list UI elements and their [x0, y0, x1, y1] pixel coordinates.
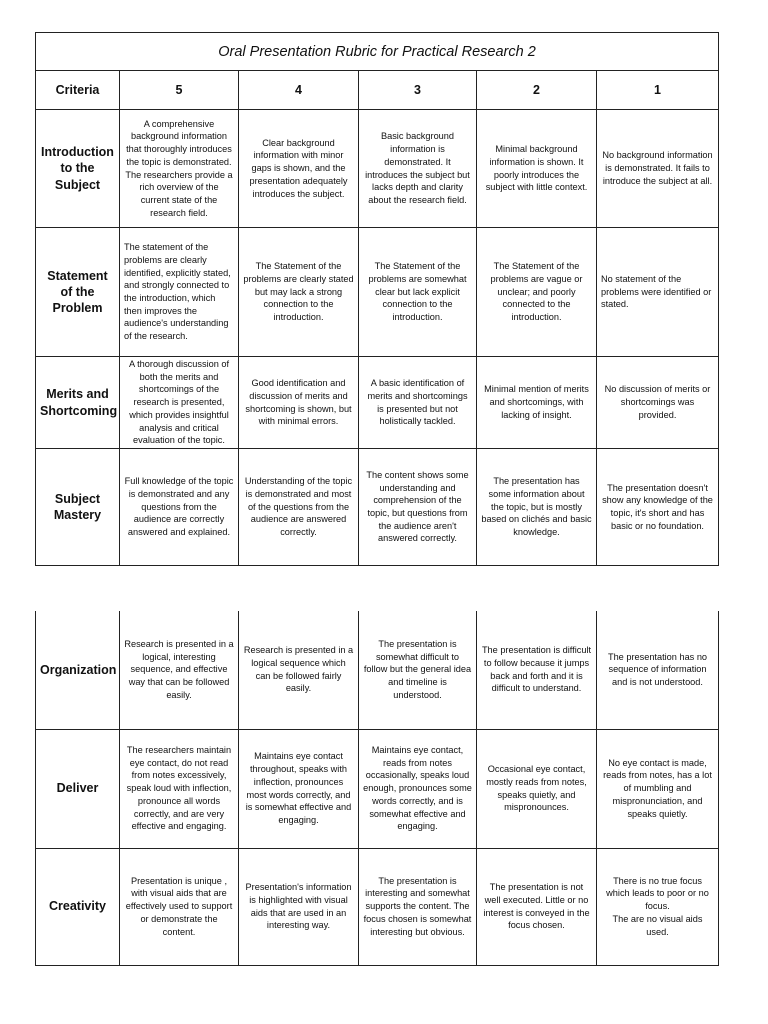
score-4-cell: Maintains eye contact throughout, speaks with inflection, pronounces most words correctly, and is somewhat effective and engaging. — [239, 729, 359, 848]
score-1-cell: There is no true focus which leads to poor or no focus. The are no visual aids used. — [597, 848, 719, 965]
score-2-cell: The presentation is difficult to follow because it jumps back and forth and it is difficult to understand. — [477, 611, 597, 729]
score-1-cell: No background information is demonstrated. It fails to introduce the subject at all. — [597, 110, 719, 228]
criteria-cell: Statement of the Problem — [36, 228, 120, 357]
score-5-cell: Presentation is unique , with visual aids that are effectively used to support or demonstrate the content. — [120, 848, 239, 965]
rubric-table-page-2 — [35, 611, 719, 966]
score-2-cell: The presentation is not well executed. Little or no interest is conveyed in the focus chosen. — [477, 848, 597, 965]
row-creativity — [36, 848, 719, 965]
score-3-cell: The content shows some understanding and comprehension of the topic, but questions from the audience aren't answered correctly. — [359, 449, 477, 566]
header-score-1: 1 — [597, 71, 719, 110]
score-1-cell: The presentation has no sequence of information and is not understood. — [597, 611, 719, 729]
criteria-cell: Creativity — [36, 848, 120, 965]
score-2-cell: Minimal background information is shown. It poorly introduces the subject with little context. — [477, 110, 597, 228]
score-3-cell: A basic identification of merits and shortcomings is presented but not holistically tackled. — [359, 357, 477, 449]
score-4-cell: Research is presented in a logical sequence which can be followed fairly easily. — [239, 611, 359, 729]
header-criteria: Criteria — [36, 71, 120, 110]
row-merits — [36, 357, 719, 449]
criteria-cell: Organization — [36, 611, 120, 729]
row-introduction — [36, 110, 719, 228]
row-deliver — [36, 729, 719, 848]
score-3-cell: Maintains eye contact, reads from notes occasionally, speaks loud enough, pronounces some words correctly, and is somewhat effective and engaging. — [359, 729, 477, 848]
score-3-cell: The presentation is interesting and somewhat supports the content. The focus chosen is somewhat interesting but obvious. — [359, 848, 477, 965]
score-5-cell: The researchers maintain eye contact, do not read from notes excessively, speak loud with inflection, pronounce all words correctly, and are very effective and engaging. — [120, 729, 239, 848]
score-3-cell: The Statement of the problems are somewhat clear but lack explicit connection to the introduction. — [359, 228, 477, 357]
score-5-cell: Full knowledge of the topic is demonstrated and any questions from the audience are correctly answered and explained. — [120, 449, 239, 566]
rubric-table-page-1 — [35, 32, 719, 566]
score-4-cell: Clear background information with minor gaps is shown, and the presentation adequately introduces the subject. — [239, 110, 359, 228]
score-1-cell: No statement of the problems were identified or stated. — [597, 228, 719, 357]
row-organization — [36, 611, 719, 729]
header-score-3: 3 — [359, 71, 477, 110]
score-2-cell: The Statement of the problems are vague or unclear; and poorly connected to the introduction. — [477, 228, 597, 357]
score-4-cell: Good identification and discussion of merits and shortcoming is shown, but with minimal errors. — [239, 357, 359, 449]
criteria-cell: Subject Mastery — [36, 449, 120, 566]
score-2-cell: Occasional eye contact, mostly reads from notes, speaks quietly, and mispronounces. — [477, 729, 597, 848]
score-1-cell: The presentation doesn't show any knowledge of the topic, it's short and has basic or no foundation. — [597, 449, 719, 566]
score-5-cell: Research is presented in a logical, interesting sequence, and effective way that can be followed easily. — [120, 611, 239, 729]
score-4-cell: The Statement of the problems are clearly stated but may lack a strong connection to the introduction. — [239, 228, 359, 357]
header-score-5: 5 — [120, 71, 239, 110]
score-4-cell: Presentation's information is highlighted with visual aids that are used in an interesting way. — [239, 848, 359, 965]
header-row — [36, 71, 719, 110]
score-5-cell: The statement of the problems are clearly identified, explicitly stated, and strongly connected to the introduction, which then improves the audience's understanding of the research. — [120, 228, 239, 357]
score-4-cell: Understanding of the topic is demonstrated and most of the questions from the audience are answered correctly. — [239, 449, 359, 566]
header-score-4: 4 — [239, 71, 359, 110]
score-3-cell: The presentation is somewhat difficult to follow but the general idea and timeline is understood. — [359, 611, 477, 729]
score-1-cell: No eye contact is made, reads from notes, has a lot of mumbling and mispronunciation, and speaks quietly. — [597, 729, 719, 848]
score-1-cell: No discussion of merits or shortcomings was provided. — [597, 357, 719, 449]
row-statement — [36, 228, 719, 357]
criteria-cell: Deliver — [36, 729, 120, 848]
criteria-cell: Introduction to the Subject — [36, 110, 120, 228]
criteria-cell: Merits and Shortcoming — [36, 357, 120, 449]
score-2-cell: The presentation has some information about the topic, but is mostly based on clichés and basic knowledge. — [477, 449, 597, 566]
rubric-title: Oral Presentation Rubric for Practical Research 2 — [36, 33, 719, 71]
score-5-cell: A thorough discussion of both the merits and shortcomings of the research is presented, which provides insightful analysis and critical evaluation of the topic. — [120, 357, 239, 449]
score-3-cell: Basic background information is demonstrated. It introduces the subject but lacks depth and clarity about the research field. — [359, 110, 477, 228]
score-5-cell: A comprehensive background information that thoroughly introduces the topic is demonstrated. The researchers provide a rich overview of the current state of the research field. — [120, 110, 239, 228]
row-subject-mastery — [36, 449, 719, 566]
score-2-cell: Minimal mention of merits and shortcomings, with lacking of insight. — [477, 357, 597, 449]
header-score-2: 2 — [477, 71, 597, 110]
